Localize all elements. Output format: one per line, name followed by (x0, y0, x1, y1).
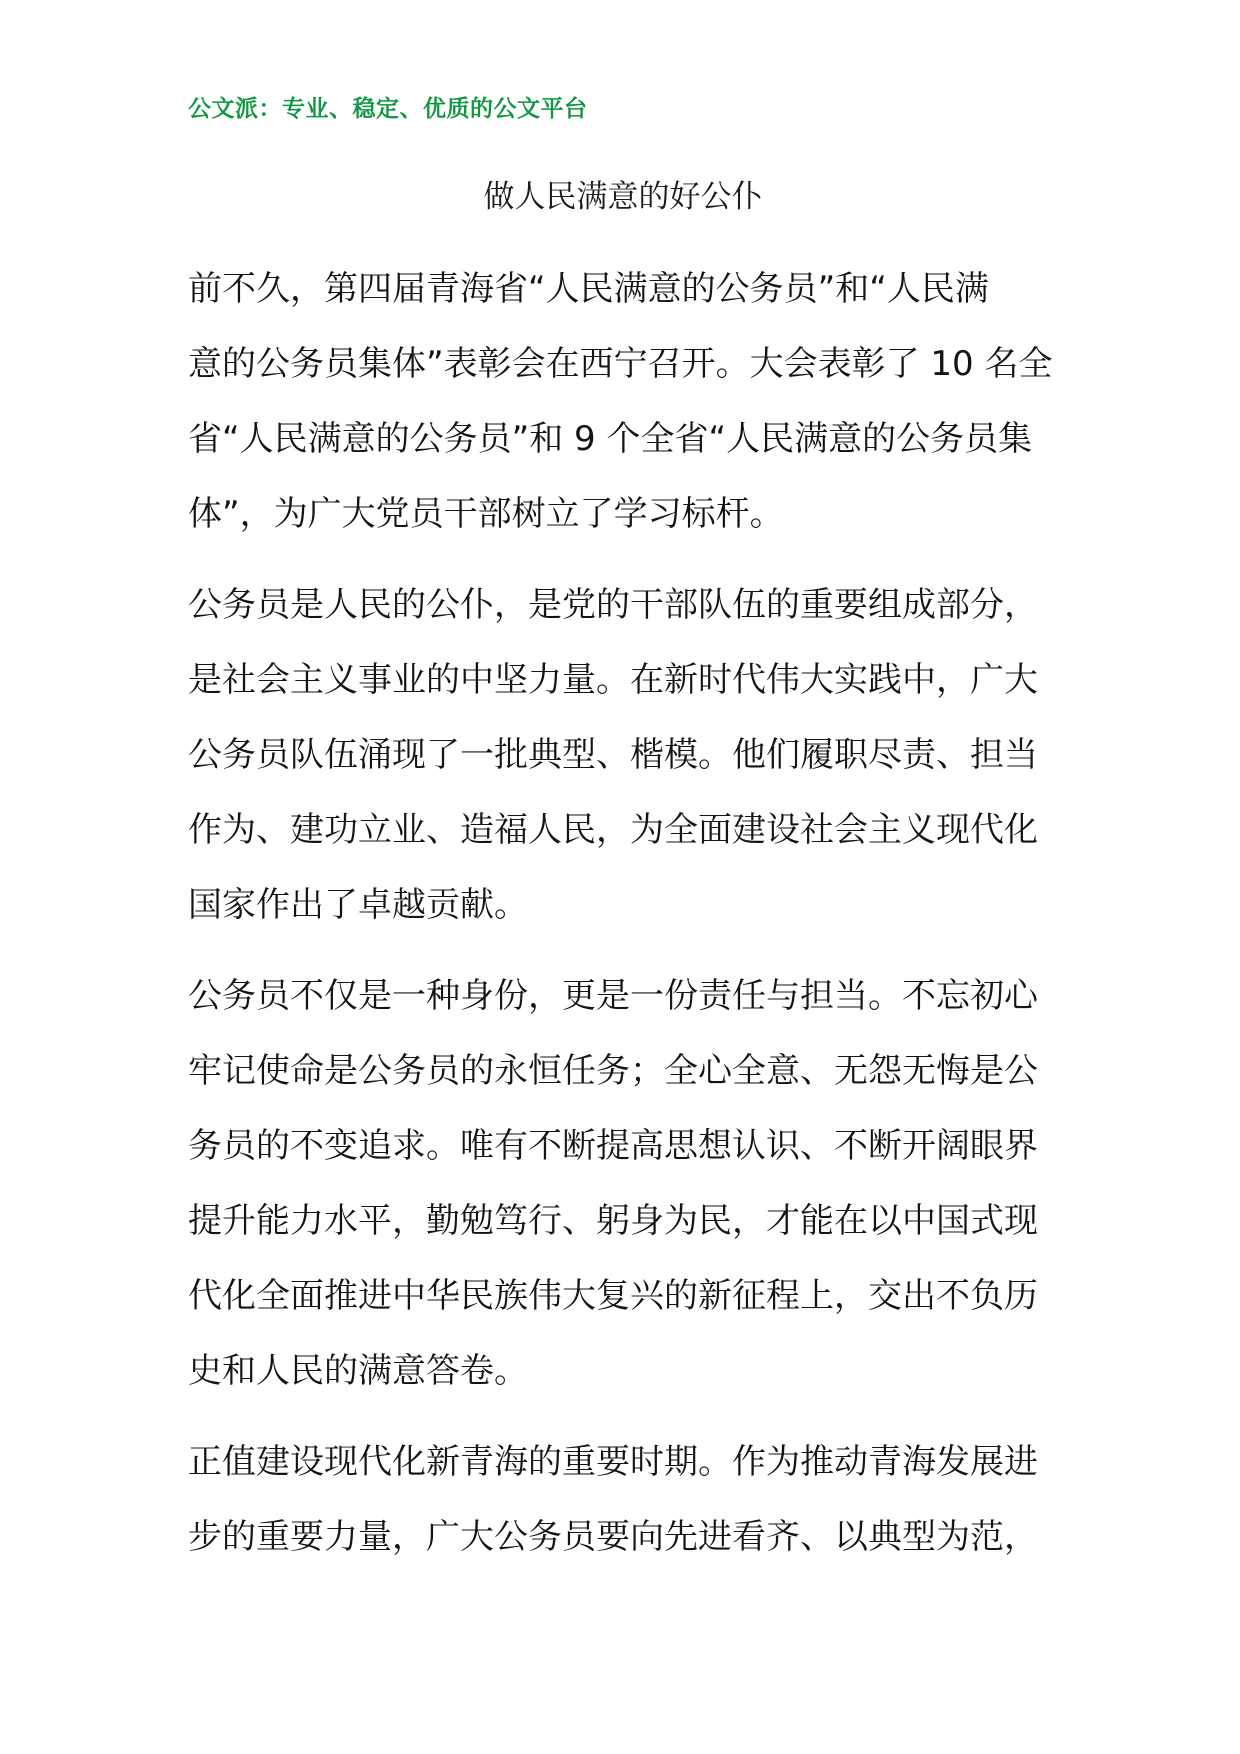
paragraph-line: 是社会主义事业的中坚力量。在新时代伟大实践中，广大 (188, 660, 1038, 700)
paragraph-2 (188, 579, 1058, 954)
paragraph-line: 史和人民的满意答卷。 (188, 1351, 528, 1391)
paragraph-line: 公务员队伍涌现了一批典型、楷模。他们履职尽责、担当 (188, 735, 1038, 775)
paragraph-1 (188, 263, 1058, 563)
paragraph-line: 意的公务员集体”表彰会在西宁召开。大会表彰了 10 名全 (188, 344, 1053, 384)
paragraph-4 (188, 1436, 1058, 1586)
document-body (188, 263, 1058, 1602)
document-title: 做人民满意的好公仆 (483, 179, 763, 215)
paragraph-line: 务员的不变追求。唯有不断提高思想认识、不断开阔眼界 (188, 1126, 1038, 1166)
paragraph-line: 体”，为广大党员干部树立了学习标杆。 (188, 494, 784, 534)
paragraph-line: 作为、建功立业、造福人民，为全面建设社会主义现代化 (188, 810, 1038, 850)
paragraph-line: 省“人民满意的公务员”和 9 个全省“人民满意的公务员集 (188, 419, 1033, 459)
paragraph-line: 提升能力水平，勤勉笃行、躬身为民，才能在以中国式现 (188, 1201, 1038, 1241)
paragraph-line: 公务员不仅是一种身份，更是一份责任与担当。不忘初心 (188, 976, 1038, 1016)
paragraph-line: 公务员是人民的公仆，是党的干部队伍的重要组成部分， (188, 585, 1038, 625)
paragraph-line: 国家作出了卓越贡献。 (188, 885, 528, 925)
paragraph-line: 前不久，第四届青海省“人民满意的公务员”和“人民满 (188, 269, 989, 309)
paragraph-line: 正值建设现代化新青海的重要时期。作为推动青海发展进 (188, 1442, 1038, 1482)
paragraph-line: 代化全面推进中华民族伟大复兴的新征程上，交出不负历 (188, 1276, 1038, 1316)
paragraph-line: 步的重要力量，广大公务员要向先进看齐、以典型为范， (188, 1517, 1038, 1557)
brand-header: 公文派：专业、稳定、优质的公文平台 (188, 95, 588, 122)
paragraph-line: 牢记使命是公务员的永恒任务；全心全意、无怨无悔是公 (188, 1051, 1038, 1091)
paragraph-3 (188, 970, 1058, 1420)
